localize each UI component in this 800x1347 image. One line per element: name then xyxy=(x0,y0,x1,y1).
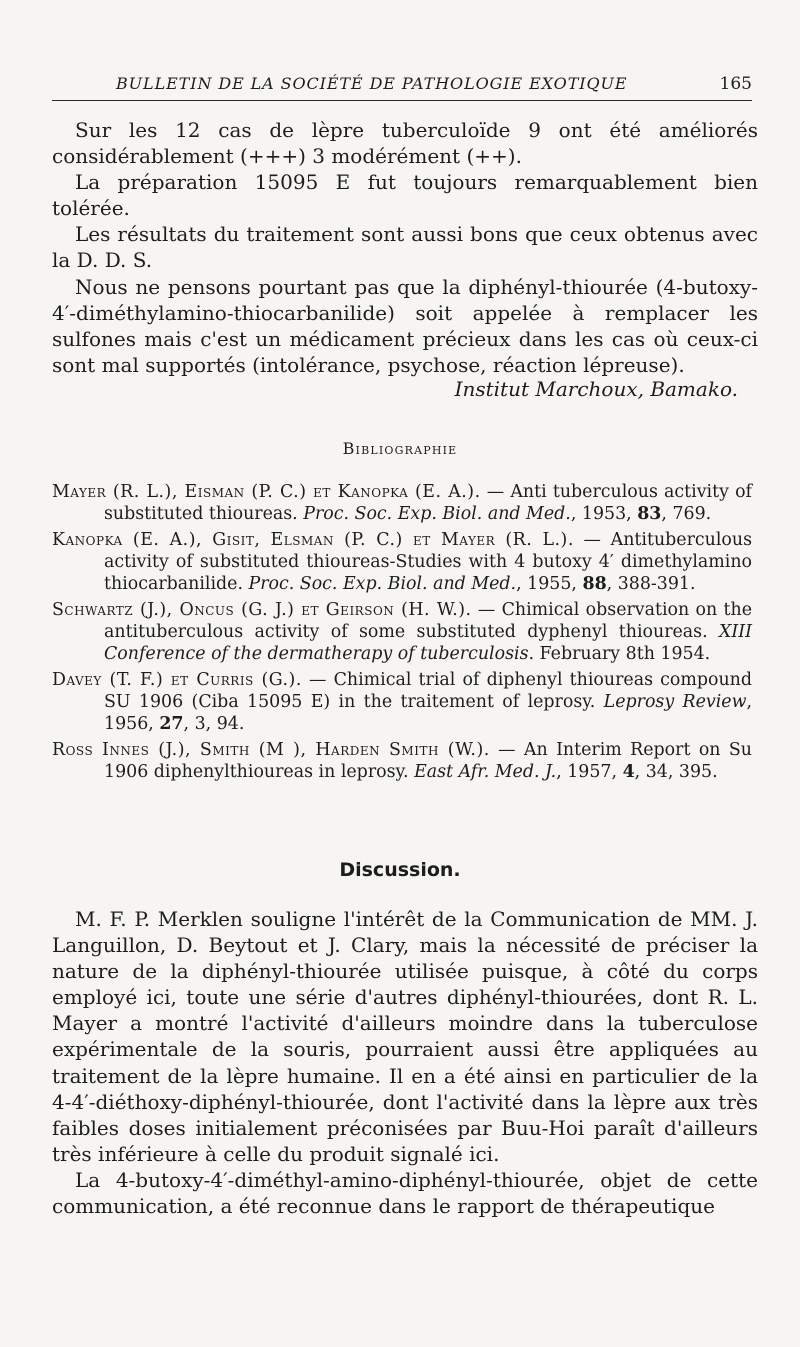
reference-year: , 1956, xyxy=(104,692,752,734)
reference-year: , 1953, xyxy=(570,504,638,524)
reference-pages: , 388-391. xyxy=(606,574,696,594)
reference-authors: Mayer (R. L.), Eisman (P. C.) et Kanopka (E. A.). xyxy=(52,482,481,502)
reference-volume: 83 xyxy=(637,504,662,524)
discussion-text xyxy=(52,906,758,1219)
reference-journal: XIII Conference of the dermatherapy of tuberculosis xyxy=(104,622,752,664)
reference-authors: Schwartz (J.), Oncus (G. J.) et Geirson (H. W.). xyxy=(52,600,472,620)
reference-title: — Chimical trial of diphenyl thioureas compound SU 1906 (Ciba 15095 E) in the traitement of leprosy. xyxy=(104,670,753,712)
reference-pages: , 34, 395. xyxy=(634,762,718,782)
reference-volume: 4 xyxy=(622,762,635,782)
reference-authors: Kanopka (E. A.), Gisit, Elsman (P. C.) et Mayer (R. L.). xyxy=(52,530,574,550)
running-header xyxy=(52,74,752,101)
paragraph-tolerance: La préparation 15095 E fut toujours remarquablement bien tolérée. xyxy=(52,170,758,221)
reference-volume: 27 xyxy=(159,714,184,734)
intro-text xyxy=(52,117,758,378)
reference-title: — Antituberculous activity of substituted thioureas-Studies with 4 butoxy 4′ dimethylamino thiocarbanilide. xyxy=(104,530,752,594)
reference-title: — Chimical observation on the antituberculous activity of some substituted dyphenyl thioureas. xyxy=(104,600,752,642)
reference-title: — An Interim Report on Su 1906 diphenylthioureas in leprosy. xyxy=(104,740,753,782)
reference-item xyxy=(52,669,752,735)
reference-pages: , 3, 94. xyxy=(183,714,245,734)
reference-volume: 88 xyxy=(582,574,607,594)
reference-title: — Anti tuberculous activity of substituted thioureas. xyxy=(104,482,752,524)
bibliography-heading: Bibliographie xyxy=(342,439,458,458)
reference-authors: Davey (T. F.) et Curris (G.). xyxy=(52,670,302,690)
paragraph-conclusion: Nous ne pensons pourtant pas que la diphényl-thiourée (4-butoxy-4′-diméthylamino-thiocarbanilide) soit appelée à remplacer les sulfones mais c'est un médicament précieux dans les cas où ceux-ci sont mal supportés (intolérance, psychose, réaction lépreuse). xyxy=(52,274,758,377)
page-number: 165 xyxy=(719,74,752,94)
reference-item xyxy=(52,481,752,525)
reference-journal: Proc. Soc. Exp. Biol. and Med. xyxy=(303,504,571,524)
discussion-heading: Discussion. xyxy=(339,859,461,881)
reference-year: , 1955, xyxy=(516,574,583,594)
discussion-paragraph-butoxy: La 4-butoxy-4′-diméthyl-amino-diphényl-thiourée, objet de cette communication, a été reconnue dans le rapport de thérapeutique xyxy=(52,1167,758,1219)
discussion-paragraph-merklen: M. F. P. Merklen souligne l'intérêt de la Communication de MM. J. Languillon, D. Beytout et J. Clary, mais la nécessité de préciser la nature de la diphényl-thiourée utilisée puisque, à côté du corps employé ici, toute une série d'autres diphényl-thiourées, dont R. L. Mayer a montré l'activité d'ailleurs moindre dans la tuberculose expérimentale de la souris, pourraient aussi être appliquées au traitement de la lèpre humaine. Il en a été ainsi en particulier de la 4-4′-diéthoxy-diphényl-thiourée, dont l'activité dans la lèpre aux très faibles doses initialement préconisées par Buu-Hoi paraît d'ailleurs très inférieure à celle du produit signalé ici. xyxy=(52,907,758,1166)
reference-item xyxy=(52,599,752,665)
reference-year: . February 8th 1954. xyxy=(528,644,711,664)
reference-authors: Ross Innes (J.), Smith (M ), Harden Smith (W.). xyxy=(52,740,490,760)
reference-year: , 1957, xyxy=(556,762,623,782)
reference-pages: , 769. xyxy=(661,504,712,524)
reference-item xyxy=(52,529,752,595)
reference-journal: Leprosy Review xyxy=(603,692,747,712)
paragraph-results: Sur les 12 cas de lèpre tuberculoïde 9 ont été améliorés considérablement (+++) 3 modérément (++). xyxy=(52,118,758,169)
reference-journal: Proc. Soc. Exp. Biol. and Med. xyxy=(248,574,517,594)
running-title: BULLETIN DE LA SOCIÉTÉ DE PATHOLOGIE EXOTIQUE xyxy=(116,74,628,93)
reference-item xyxy=(52,739,752,783)
institution-signature: Institut Marchoux, Bamako. xyxy=(454,377,738,401)
bibliography-list xyxy=(52,481,752,787)
reference-journal: East Afr. Med. J. xyxy=(414,762,557,782)
paragraph-comparison: Les résultats du traitement sont aussi bons que ceux obtenus avec la D. D. S. xyxy=(52,222,758,273)
